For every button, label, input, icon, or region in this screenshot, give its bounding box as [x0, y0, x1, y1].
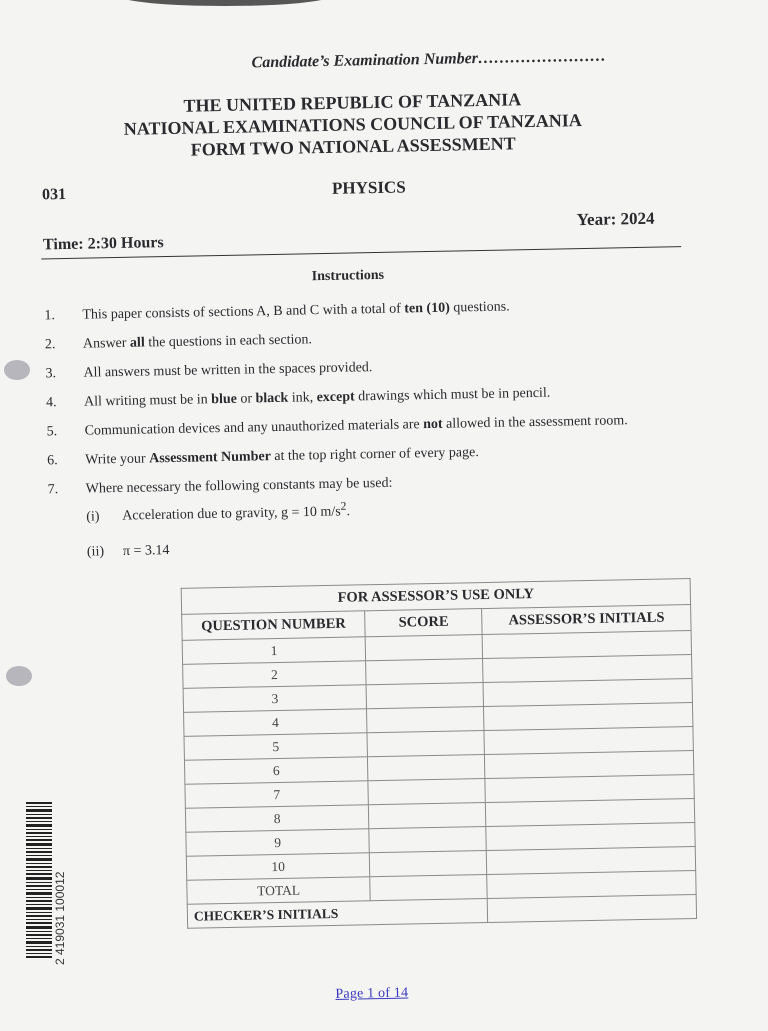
table-row: 6	[184, 751, 693, 785]
checker-label: CHECKER’S INITIALS	[187, 899, 488, 929]
score-cell[interactable]	[368, 755, 486, 781]
instruction-item: 6. Write your Assessment Number at the top right corner of every page.	[47, 445, 479, 469]
table-row: 4	[184, 703, 693, 737]
exam-time: Time: 2:30 Hours	[42, 234, 164, 254]
republic-heading: THE UNITED REPUBLIC OF TANZANIA	[183, 89, 522, 116]
instruction-item: 3. All answers must be written in the spaces provided.	[45, 360, 373, 382]
table-row: 1	[182, 631, 691, 665]
page-number: Page 1 of 14	[335, 985, 409, 1002]
total-row: TOTAL	[187, 871, 696, 905]
score-cell[interactable]	[369, 827, 487, 853]
instructions-title: Instructions	[311, 267, 385, 285]
candidate-number-label: Candidate’s Examination Number……………………	[251, 47, 607, 72]
score-cell[interactable]	[370, 851, 488, 877]
table-row: 8	[185, 799, 694, 833]
table-row: 9	[186, 823, 695, 857]
barcode-number: 2 419031 100012	[53, 871, 67, 965]
barcode	[24, 800, 72, 970]
instruction-item: 4. All writing must be in blue or black ink, except drawings which must be in pencil.	[45, 385, 551, 411]
assessor-table	[181, 578, 697, 929]
council-heading: NATIONAL EXAMINATIONS COUNCIL OF TANZANIA	[123, 110, 582, 139]
column-header: ASSESSOR’S INITIALS	[482, 605, 691, 635]
column-header: SCORE	[365, 609, 483, 637]
constant-pi: (ii) π = 3.14	[86, 542, 170, 560]
instruction-item: 1. This paper consists of sections A, B and C with a total of ten (10) questions.	[44, 299, 510, 324]
assessment-heading: FORM TWO NATIONAL ASSESSMENT	[190, 133, 516, 160]
score-cell[interactable]	[366, 659, 484, 685]
table-row: 2	[183, 655, 692, 689]
score-cell[interactable]	[368, 779, 486, 805]
instructions-list	[44, 294, 689, 572]
table-row: 10	[186, 847, 695, 881]
score-cell[interactable]	[369, 803, 487, 829]
exam-year: Year: 2024	[576, 208, 655, 230]
column-header: QUESTION NUMBER	[182, 611, 366, 641]
score-cell[interactable]	[367, 707, 485, 733]
constant-gravity: (i) Acceleration due to gravity, g = 10 $m/s^2$.	[86, 499, 351, 525]
score-cell[interactable]	[367, 731, 485, 757]
checker-initials-cell[interactable]	[487, 895, 696, 923]
table-row: 7	[185, 775, 694, 809]
assessor-table-title: FOR ASSESSOR’S USE ONLY	[181, 579, 690, 615]
score-cell[interactable]	[365, 635, 483, 661]
instruction-item: 5. Communication devices and any unauthorized materials are not allowed in the assessment room.	[46, 413, 628, 440]
subject-title: PHYSICS	[331, 177, 406, 198]
subject-code: 031	[41, 185, 67, 204]
instruction-item: 2. Answer all the questions in each section.	[44, 332, 313, 353]
instruction-item: 7. Where necessary the following constants may be used: (i) Acceleration due to gravity, g = 10 $m/s^2$. (ii) π = 3.14	[48, 468, 689, 562]
table-row: 5	[184, 727, 693, 761]
score-cell[interactable]	[366, 683, 484, 709]
total-score-cell[interactable]	[370, 875, 488, 901]
table-row: 3	[183, 679, 692, 713]
